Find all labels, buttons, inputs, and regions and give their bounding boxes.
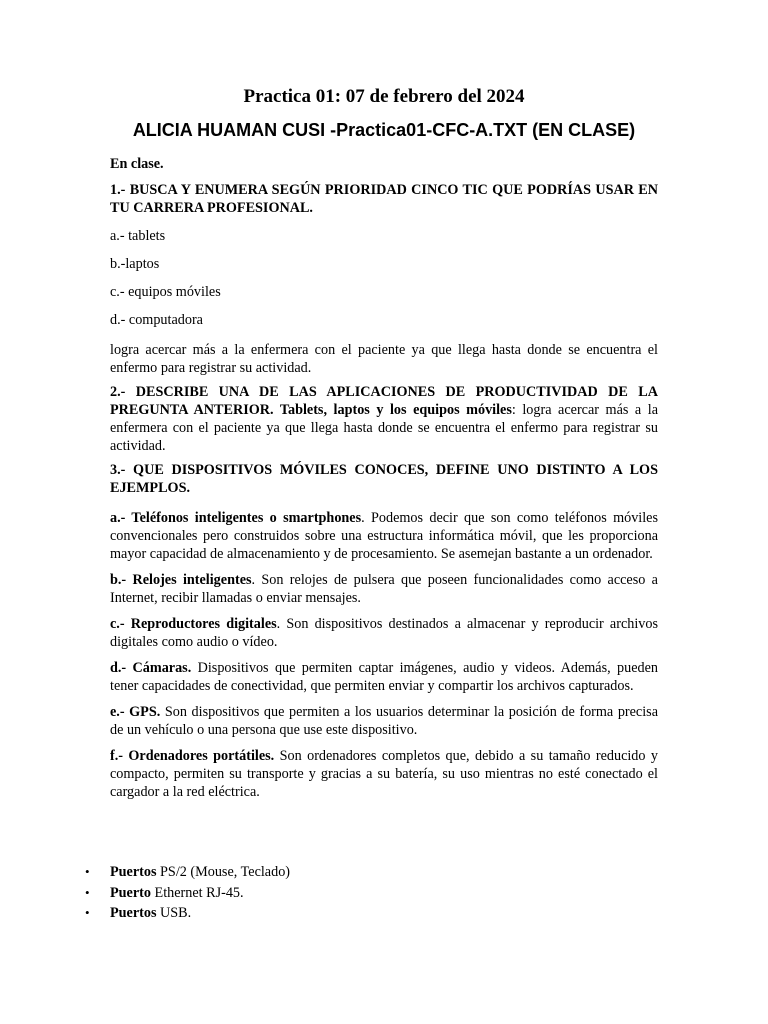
bullet-icon: • — [85, 864, 90, 879]
device-text: Dispositivos que permiten captar imágenes, audio y videos. Además, pueden tener capacidades de conectividad, que permiten enviar y compartir los archivos capturados. — [110, 660, 659, 694]
bullet-icon: • — [85, 884, 90, 900]
question-1: 1.- BUSCA Y ENUMERA SEGÚN PRIORIDAD CINCO TIC QUE PODRÍAS USAR EN TU CARRERA PROFESIONAL. — [110, 182, 658, 216]
device-item — [110, 571, 658, 607]
bullet-text: USB. — [156, 905, 192, 921]
device-label: b.- Relojes inteligentes — [110, 572, 252, 588]
device-text: Son ordenadores completos que, debido a su tamaño reducido y compacto, permiten su transporte y gracias a su batería, su uso mientras no esté conectado el cargador a la red eléctrica. — [110, 748, 658, 800]
bullet-item — [85, 862, 645, 883]
bullet-bold: Puertos — [110, 864, 157, 880]
q1-item: b.-laptos — [110, 256, 160, 272]
device-item — [110, 615, 658, 651]
bullet-text: PS/2 (Mouse, Teclado) — [156, 864, 291, 880]
section-label: En clase. — [110, 156, 164, 172]
device-item — [110, 659, 658, 695]
q1-item: c.- equipos móviles — [110, 284, 221, 300]
bullet-list — [85, 862, 645, 924]
bullet-bold: Puertos — [110, 905, 157, 921]
bullet-icon: • — [85, 905, 90, 920]
device-label: e.- GPS. — [110, 704, 161, 720]
device-label: c.- Reproductores digitales — [110, 616, 277, 632]
question-2-heading: 2.- DESCRIBE UNA DE LAS APLICACIONES DE PRODUCTIVIDAD DE LA PREGUNTA ANTERIOR. Tablets, laptos y los equipos móviles — [110, 384, 658, 418]
device-label: a.- Teléfonos inteligentes o smartphones — [110, 510, 362, 526]
device-item — [110, 703, 658, 739]
device-label: d.- Cámaras. — [110, 660, 192, 676]
document-subtitle: ALICIA HUAMAN CUSI -Practica01-CFC-A.TXT (EN CLASE) — [132, 120, 636, 140]
document-title: Practica 01: 07 de febrero del 2024 — [243, 86, 525, 107]
question-2 — [110, 383, 658, 455]
q1-note: logra acercar más a la enfermera con el paciente ya que llega hasta donde se encuentra el enfermo para registrar su actividad. — [110, 342, 658, 376]
bullet-text: Ethernet RJ-45. — [150, 884, 244, 901]
device-text: . Son relojes de pulsera que poseen funcionalidades como acceso a Internet, recibir llamadas o enviar mensajes. — [110, 572, 658, 606]
bullet-bold: Puerto — [110, 884, 151, 901]
device-text: Son dispositivos que permiten a los usuarios determinar la posición de forma precisa de un vehículo o una persona que use este dispositivo. — [110, 704, 658, 738]
document-body — [110, 155, 658, 801]
device-text: . Podemos decir que son como teléfonos móviles convencionales pero construidos sobre una estructura informática móvil, que les proporciona mayor capacidad de almacenamiento y de procesamiento. Se asemejan bastante a un ordenador. — [110, 510, 658, 562]
device-text: . Son dispositivos destinados a almacenar y reproducir archivos digitales como audio o vídeo. — [110, 616, 658, 650]
q1-item: d.- computadora — [110, 312, 203, 328]
bullet-item — [85, 903, 645, 924]
device-label: f.- Ordenadores portátiles. — [110, 748, 275, 764]
device-item — [110, 747, 658, 801]
q1-item: a.- tablets — [110, 228, 166, 244]
bullet-item — [85, 883, 645, 904]
device-item — [110, 509, 658, 563]
question-3: 3.- QUE DISPOSITIVOS MÓVILES CONOCES, DEFINE UNO DISTINTO A LOS EJEMPLOS. — [110, 462, 658, 496]
question-2-answer: : logra acercar más a la enfermera con el paciente ya que llega hasta donde se encuentra el enfermo para registrar su actividad. — [110, 402, 659, 454]
